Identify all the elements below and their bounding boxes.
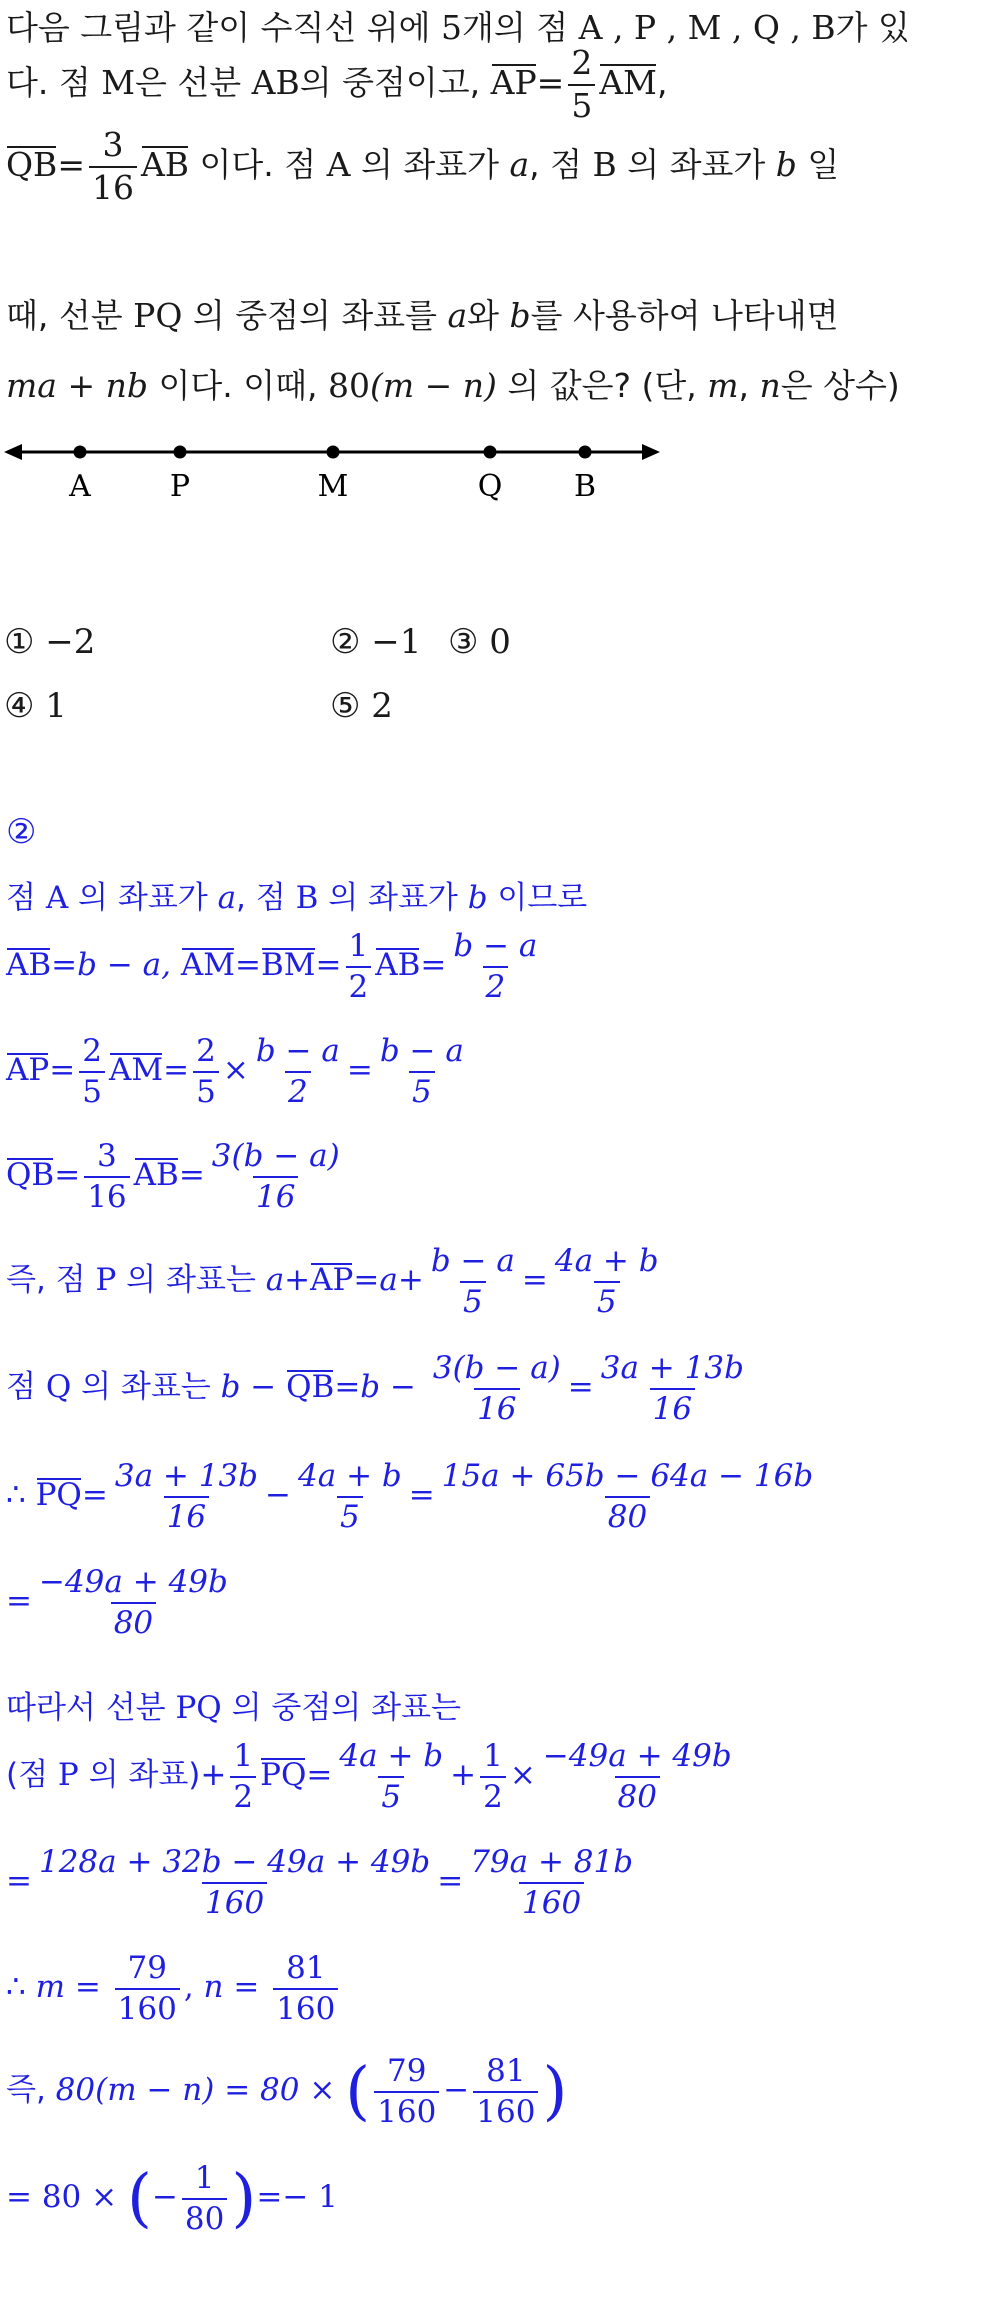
math-number: 5 [441, 8, 462, 47]
label-b: B [573, 469, 597, 504]
segment-qb: QB [6, 1157, 55, 1194]
math-var: m [707, 366, 739, 405]
text: 점 [6, 1369, 46, 1406]
segment-am: AM [108, 1052, 164, 1089]
numerator: 3(b − a) [432, 1350, 561, 1386]
fraction [439, 1460, 817, 1533]
equals: = [81, 1477, 108, 1514]
text: 다음 그림과 같이 수직선 위에 [6, 8, 441, 47]
numerator: −49a + 49b [38, 1564, 228, 1600]
math-expr: =b − [334, 1369, 426, 1406]
numerator: 81 [286, 1950, 326, 1986]
equals: = [346, 1052, 373, 1089]
right-arrow-icon [642, 444, 660, 460]
equals: = [235, 947, 261, 984]
solution-line-2 [6, 930, 544, 1003]
point-b-dot [579, 446, 592, 459]
equals: = [49, 1052, 76, 1089]
denominator: 16 [650, 1388, 695, 1426]
fraction [115, 1952, 180, 2025]
equals: = [437, 1863, 464, 1900]
solution-line-11 [6, 1846, 640, 1919]
math-var: a [217, 880, 237, 916]
label-a: A [69, 469, 91, 504]
numerator: 81 [486, 2053, 526, 2089]
denominator: 2 [285, 1071, 311, 1109]
fraction [552, 1245, 662, 1318]
equals: = [315, 947, 342, 984]
text: 다. 점 [6, 63, 102, 103]
equals: = [163, 1052, 190, 1089]
fraction [84, 1140, 129, 1213]
math-point: P [95, 1262, 117, 1299]
denominator: 5 [79, 1071, 105, 1109]
label-q: Q [477, 469, 503, 504]
left-paren: ( [345, 2054, 371, 2129]
fraction [112, 1460, 261, 1533]
math-var: n [759, 366, 781, 405]
equals: = [178, 1157, 205, 1194]
math-expr: n = [203, 1969, 270, 2006]
denominator: 16 [474, 1388, 519, 1426]
therefore-symbol: ∴ [6, 1477, 36, 1514]
segment-ab: AB [140, 145, 190, 185]
math-point: Q [45, 1369, 72, 1406]
choice-value: 0 [489, 622, 511, 662]
denominator: 16 [84, 1176, 129, 1214]
denominator: 16 [164, 1496, 209, 1534]
math-points: A , P , M , Q , B [578, 8, 836, 47]
minus: − [151, 2179, 178, 2216]
fraction [480, 1740, 506, 1813]
solution-line-10 [6, 1740, 739, 1813]
fraction [450, 930, 540, 1003]
minus: − [443, 2072, 470, 2109]
text: 의 좌표는 [71, 1369, 221, 1406]
segment-qb: QB [286, 1369, 335, 1406]
fraction [79, 1035, 105, 1108]
choice-mark: ② [330, 622, 361, 662]
equals: = [57, 145, 85, 185]
segment-ap: AP [490, 63, 537, 103]
choice-1[interactable] [4, 622, 95, 662]
fraction [230, 1740, 256, 1813]
denominator: 80 [615, 1776, 660, 1814]
minus: − [265, 1477, 292, 1514]
fraction [193, 1035, 219, 1108]
math-expr: a+ [265, 1262, 311, 1299]
segment-am: AM [180, 947, 236, 984]
text: (점 [6, 1757, 58, 1794]
text: , [656, 63, 668, 103]
denominator: 160 [273, 1988, 338, 2026]
text: 점 [6, 880, 46, 916]
fraction [36, 1566, 231, 1639]
denominator: 2 [483, 966, 509, 1004]
point-m-dot [327, 446, 340, 459]
choice-4[interactable] [4, 686, 67, 726]
point-p-dot [174, 446, 187, 459]
solution-line-9 [6, 1682, 461, 1727]
text: 의 좌표가 [350, 145, 510, 185]
segment-ab: AB [6, 947, 52, 984]
choice-mark: ④ [4, 686, 35, 726]
math-point: B [592, 145, 617, 185]
numerator: 1 [348, 928, 369, 964]
text: 이므로 [487, 880, 588, 916]
numerator: 128a + 32b − 49a + 49b [38, 1844, 431, 1880]
math-var: a [447, 296, 468, 335]
denominator: 80 [182, 2198, 227, 2236]
math-point: B [295, 880, 319, 916]
text: 의 중점이고, [299, 63, 491, 103]
fraction [598, 1352, 747, 1425]
label-p: P [169, 469, 191, 504]
choice-2[interactable] [330, 622, 421, 662]
numerator: 4a + b [339, 1738, 444, 1774]
choice-value: 2 [371, 686, 393, 726]
segment-pq: PQ [260, 1757, 307, 1794]
fraction [253, 1035, 343, 1108]
math-segment: PQ [133, 296, 183, 335]
choice-value: −2 [45, 622, 96, 662]
problem-line-1 [6, 2, 910, 49]
numerator: 15a + 65b − 64a − 16b [441, 1458, 814, 1494]
solution-line-14 [6, 2162, 338, 2235]
denominator: 80 [111, 1602, 156, 1640]
numerator: 3a + 13b [600, 1350, 744, 1386]
text: 즉, [6, 2072, 56, 2109]
math-point: A [45, 880, 69, 916]
math-var: a [509, 145, 530, 185]
denominator: 5 [378, 1776, 404, 1814]
denominator: 160 [374, 2091, 439, 2129]
equals: = [306, 1757, 333, 1794]
fraction [273, 1952, 338, 2025]
fraction [209, 1140, 343, 1213]
solution-line-13 [6, 2055, 567, 2128]
text: 따라서 선분 [6, 1690, 176, 1726]
fraction [377, 1035, 467, 1108]
solution-line-6 [6, 1352, 751, 1425]
numerator: −49a + 49b [542, 1738, 732, 1774]
segment-ap: AP [6, 1052, 50, 1089]
numerator: b − a [379, 1033, 464, 1069]
fraction [568, 43, 595, 125]
numerator: 1 [194, 2160, 215, 2196]
fraction [336, 1740, 446, 1813]
denominator: 160 [202, 1882, 267, 1920]
text: 의 중점의 좌표는 [221, 1690, 461, 1726]
math-var: b [509, 296, 531, 335]
text: , 점 [236, 880, 296, 916]
segment-ab: AB [375, 947, 421, 984]
fraction [295, 1460, 405, 1533]
math-expr: =− 1 [256, 2179, 338, 2216]
math-expr: = 80 × [6, 2179, 127, 2216]
fraction [346, 930, 372, 1003]
numerator: 79 [386, 2053, 427, 2089]
text: 즉, 점 [6, 1262, 96, 1299]
fraction [36, 1846, 433, 1919]
text: 개의 점 [462, 8, 579, 47]
times: × [509, 1757, 536, 1794]
segment-qb: QB [6, 145, 58, 185]
numerator: 2 [196, 1033, 216, 1069]
equals: = [536, 63, 565, 103]
numerator: 1 [233, 1738, 254, 1774]
numerator: 79a + 81b [470, 1844, 634, 1880]
denominator: 80 [605, 1496, 650, 1534]
point-a-dot [74, 446, 87, 459]
text: 의 좌표가 [68, 880, 218, 916]
numerator: 3 [97, 1138, 117, 1174]
text: , 점 [529, 145, 593, 185]
choice-mark: ③ [448, 622, 479, 662]
numerator: 3(b − a) [211, 1138, 340, 1174]
equals: = [408, 1477, 435, 1514]
denominator: 5 [337, 1496, 363, 1534]
separator: , [183, 1969, 204, 2006]
numerator: 3 [102, 125, 124, 164]
equals: = [6, 1583, 32, 1620]
solution-line-8 [6, 1566, 235, 1639]
numerator: b − a [255, 1033, 340, 1069]
denominator: 5 [594, 1281, 620, 1319]
solution-answer [6, 812, 36, 852]
math-var: b [467, 880, 488, 916]
answer-mark: ② [6, 812, 37, 852]
numerator: 4a + b [554, 1243, 659, 1279]
solution-line-7 [6, 1460, 820, 1533]
plus: + [450, 1757, 477, 1794]
text: 이다. 점 [189, 145, 327, 185]
problem-line-4 [6, 290, 839, 337]
math-expr: b − [220, 1369, 287, 1406]
choice-value: −1 [371, 622, 422, 662]
math-point: P [57, 1757, 79, 1794]
math-expr: (m − n) [369, 366, 497, 405]
problem-line-3 [6, 125, 840, 207]
denominator: 2 [346, 966, 372, 1004]
solution-line-5 [6, 1245, 666, 1318]
numerator: b − a [453, 928, 538, 964]
text: , [738, 366, 760, 405]
text: 때, 선분 [6, 296, 134, 335]
right-paren: ) [231, 2161, 257, 2236]
numerator: 1 [483, 1738, 503, 1774]
solution-line-3 [6, 1035, 471, 1108]
choice-mark: ① [4, 622, 35, 662]
denominator: 2 [480, 1776, 506, 1814]
math-expr: m = [35, 1969, 111, 2006]
segment-bm: BM [261, 947, 316, 984]
choice-mark: ⑤ [330, 686, 361, 726]
choice-5[interactable] [330, 686, 393, 726]
denominator: 5 [568, 84, 595, 124]
math-expr: =a+ [353, 1262, 424, 1299]
denominator: 5 [193, 1071, 219, 1109]
equals: = [521, 1262, 548, 1299]
choice-value: 1 [45, 686, 67, 726]
fraction [430, 1352, 564, 1425]
left-paren: ( [126, 2161, 152, 2236]
text: 와 [467, 296, 510, 335]
denominator: 160 [519, 1882, 584, 1920]
numerator: b − a [430, 1243, 515, 1279]
math-var: b [775, 145, 797, 185]
segment-ab: AB [133, 1157, 179, 1194]
therefore-symbol: ∴ [6, 1969, 36, 2006]
numerator: 4a + b [298, 1458, 402, 1494]
choice-3[interactable] [448, 622, 511, 662]
solution-line-12 [6, 1952, 342, 2025]
times: × [222, 1052, 249, 1089]
text: 의 좌표)+ [78, 1757, 227, 1794]
denominator: 16 [253, 1176, 298, 1214]
text: 은 선분 [135, 63, 252, 103]
denominator: 16 [89, 166, 137, 206]
text: 의 값은? (단, [496, 366, 708, 405]
fraction [374, 2055, 439, 2128]
equals: = [567, 1369, 594, 1406]
denominator: 2 [230, 1776, 256, 1814]
text: 가 있 [835, 8, 910, 47]
number-line-diagram [0, 428, 993, 508]
equals: = [420, 947, 447, 984]
fraction [473, 2055, 538, 2128]
denominator: 5 [460, 1281, 486, 1319]
math-segment: AB [251, 63, 300, 103]
fraction [540, 1740, 735, 1813]
left-arrow-icon [4, 444, 22, 460]
numerator: 2 [82, 1033, 102, 1069]
problem-line-5 [6, 360, 900, 407]
fraction [182, 2162, 227, 2235]
text: 의 좌표는 [116, 1262, 266, 1299]
solution-line-4 [6, 1140, 347, 1213]
math-number: 80 [327, 366, 370, 405]
segment-ap: AP [310, 1262, 354, 1299]
math-point: M [101, 63, 136, 103]
fraction [428, 1245, 518, 1318]
text: 의 좌표가 [616, 145, 776, 185]
text: 일 [796, 145, 840, 185]
solution-line-1 [6, 872, 587, 917]
point-q-dot [484, 446, 497, 459]
denominator: 160 [115, 1988, 180, 2026]
numerator: 2 [571, 43, 593, 82]
text: 은 상수) [780, 366, 900, 405]
label-m: M [317, 469, 349, 504]
segment-pq: PQ [35, 1477, 82, 1514]
equals: = [6, 1863, 32, 1900]
fraction [89, 125, 137, 207]
math-point: A [326, 145, 351, 185]
segment-am: AM [599, 63, 657, 103]
text: 의 좌표가 [318, 880, 468, 916]
numerator: 3a + 13b [114, 1458, 259, 1494]
numerator: 79 [127, 1950, 167, 1986]
text: 를 사용하여 나타내면 [530, 296, 839, 335]
text: 이다. 이때, [147, 366, 328, 405]
right-paren: ) [542, 2054, 568, 2129]
math-expr: =b − a, [51, 947, 181, 984]
problem-line-2 [6, 43, 668, 125]
equals: = [54, 1157, 81, 1194]
text: 의 중점의 좌표를 [182, 296, 448, 335]
math-segment: PQ [175, 1690, 222, 1726]
math-expr: 80(m − n) = 80 × [55, 2072, 346, 2109]
denominator: 5 [409, 1071, 435, 1109]
math-expr: ma + nb [6, 366, 148, 405]
fraction [467, 1846, 636, 1919]
denominator: 160 [473, 2091, 538, 2129]
